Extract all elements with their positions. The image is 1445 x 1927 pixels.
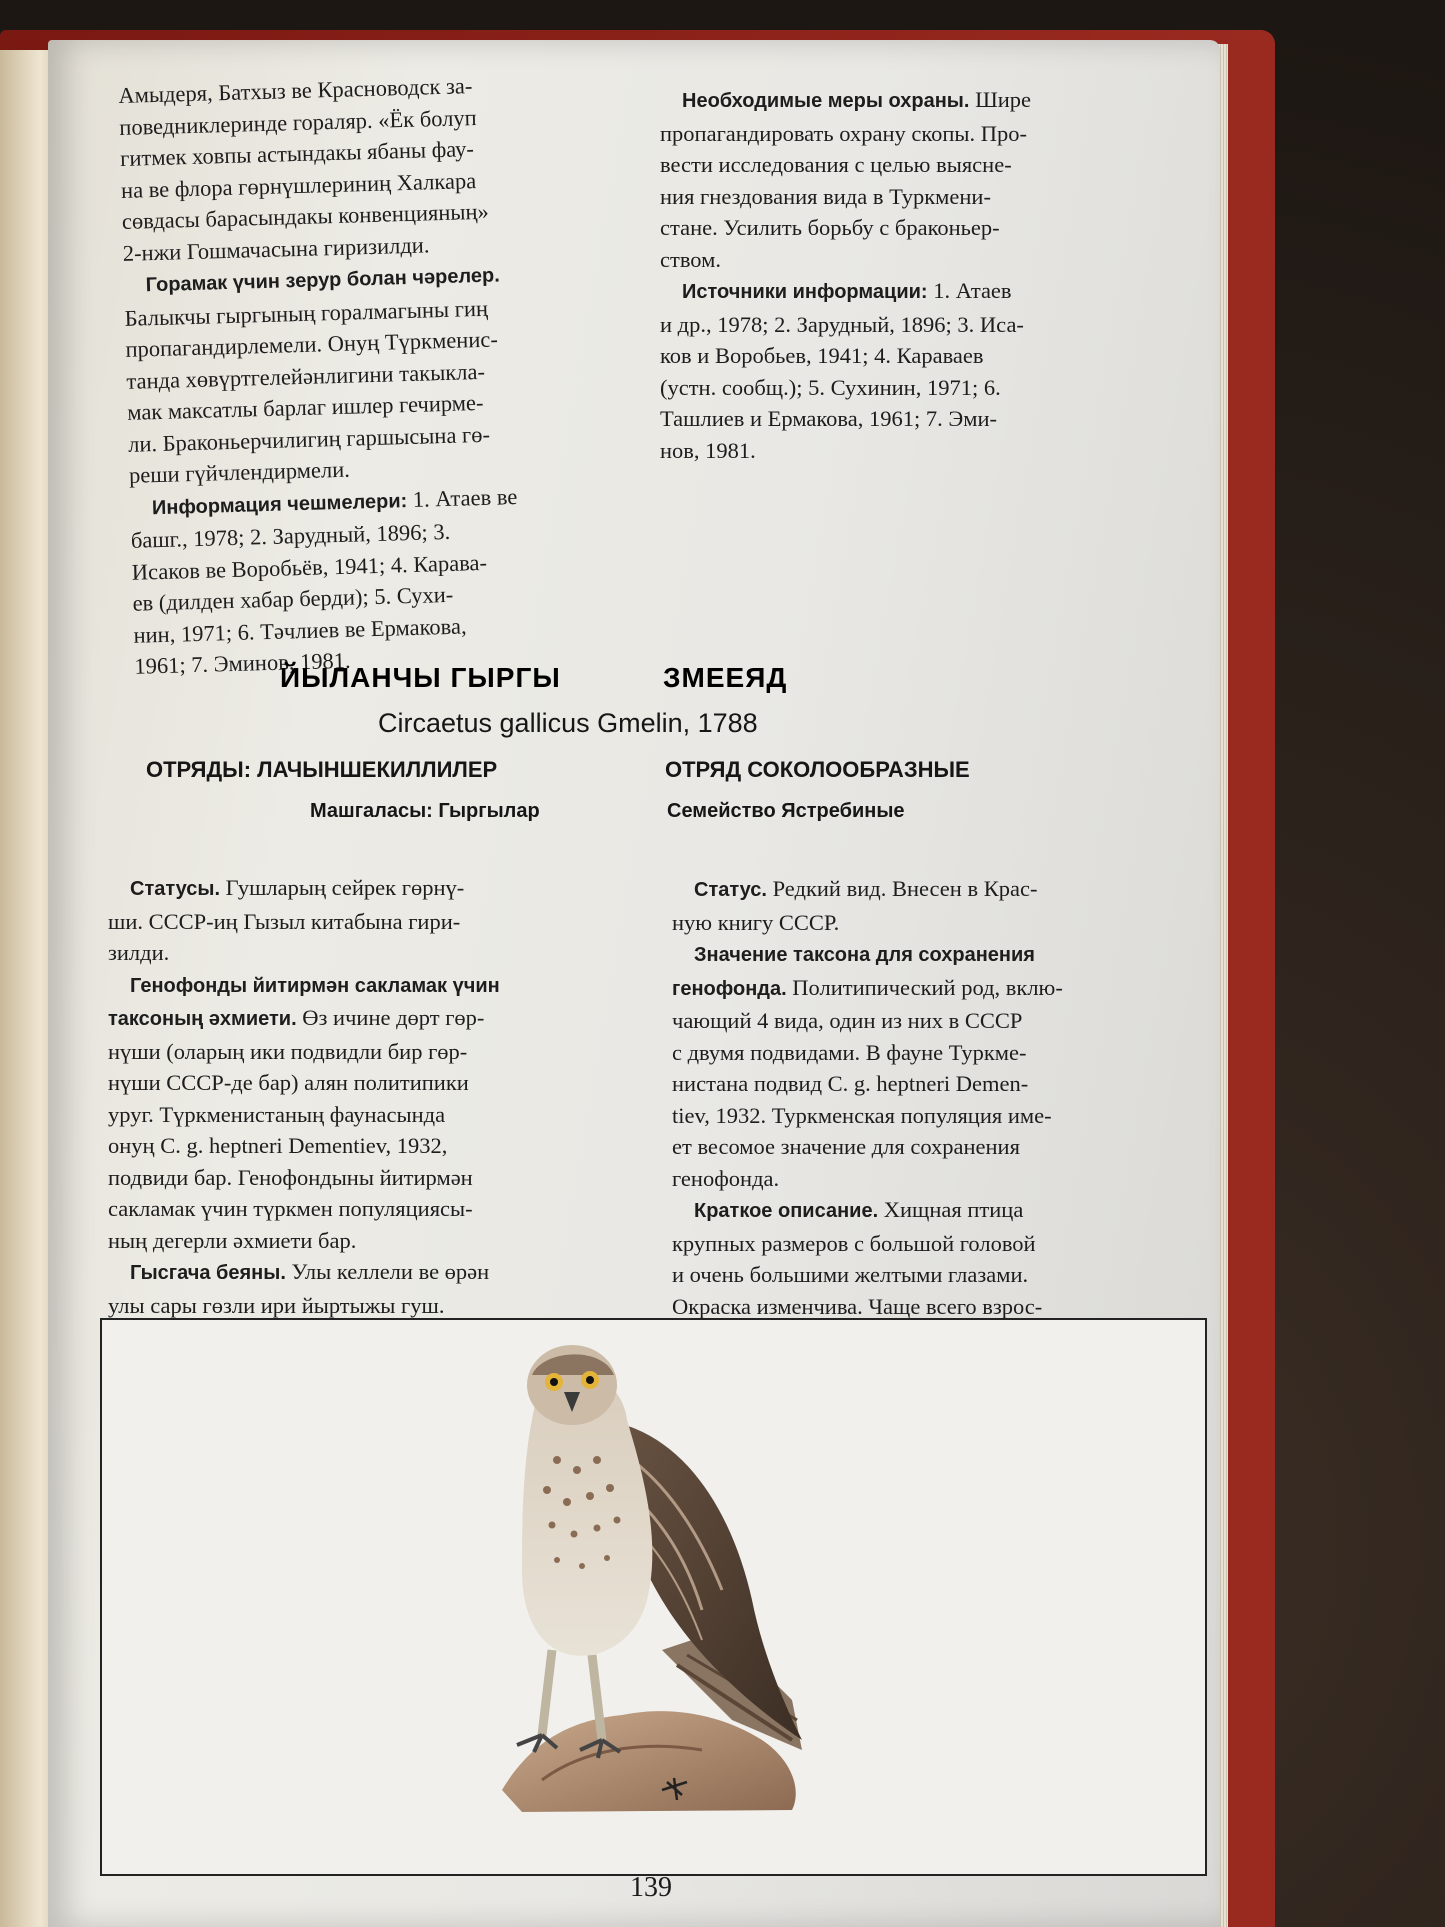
text-line: ством. bbox=[660, 246, 721, 272]
text-line: ши. СССР-иң Гызыл китабына гири- bbox=[108, 908, 461, 934]
text-line: ния гнездования вида в Туркмени- bbox=[660, 183, 991, 209]
text-line: Хищная птица bbox=[883, 1197, 1024, 1222]
text-line: нистана подвид C. g. heptneri Demen- bbox=[672, 1071, 1029, 1096]
text-line: нов, 1981. bbox=[660, 437, 756, 463]
text-line: Өз ичине дөрт гөр- bbox=[302, 1005, 485, 1030]
genefund-heading-cont: генофонда. bbox=[672, 977, 787, 1000]
text-line: Балыкчы гыргының горалмагыны гиң bbox=[124, 295, 489, 331]
text-line: пропагандирлемели. Онуң Түркменис- bbox=[125, 326, 499, 362]
text-line: Редкий вид. Внесен в Крас- bbox=[772, 876, 1038, 901]
text-line: tiev, 1932. Туркменская популяция име- bbox=[672, 1102, 1052, 1128]
text-line: подвиди бар. Генофондыны йитирмән bbox=[108, 1164, 473, 1190]
text-line: ков и Воробьев, 1941; 4. Караваев bbox=[660, 343, 984, 368]
text-line: и др., 1978; 2. Зарудный, 1896; 3. Иса- bbox=[660, 311, 1024, 337]
bird-illustration bbox=[102, 1320, 1205, 1874]
right-top-column bbox=[660, 84, 1142, 466]
text-line: ет весомое значение для сохранения bbox=[672, 1134, 1020, 1159]
intro-lines bbox=[118, 66, 615, 269]
text-line: ев (дилден хабар берди); 5. Сухи- bbox=[132, 581, 454, 616]
text-line: гитмек ховпы астындакы ябаны фау- bbox=[119, 136, 475, 171]
text-line: генофонда. bbox=[672, 1165, 780, 1191]
text-line: с двумя подвидами. В фауне Туркме- bbox=[672, 1039, 1027, 1065]
family-russian: Семейство Ястребиные bbox=[667, 800, 905, 822]
text-line: 1. Атаев ве bbox=[412, 483, 518, 512]
text-line: 2-нжи Гошмачасына гиризилди. bbox=[122, 231, 430, 266]
text-line: ли. Браконьерчилигиң гаршысына гө- bbox=[127, 421, 491, 457]
latin-name: Circaetus gallicus Gmelin, 1788 bbox=[378, 708, 758, 738]
left-bottom-column bbox=[108, 872, 628, 1321]
left-top-column bbox=[118, 66, 627, 682]
text-line: Политипический род, вклю- bbox=[792, 974, 1063, 1000]
text-line: нүши СССР-де бар) алян политипики bbox=[108, 1070, 469, 1095]
text-line: стане. Усилить борьбу с браконьер- bbox=[660, 215, 1000, 240]
text-line: вести исследования с целью выясне- bbox=[660, 152, 1012, 177]
genefund-heading-cont: таксоның әхмиети. bbox=[108, 1008, 297, 1030]
text-line: нүши (оларың ики подвидли бир гөр- bbox=[108, 1038, 468, 1064]
text-line: на ве флора гөрнүшлериниң Халкара bbox=[120, 167, 477, 203]
genefund-heading: Значение таксона для сохранения bbox=[694, 944, 1035, 966]
status-heading: Статус. bbox=[694, 879, 767, 901]
text-line: поведниклеринде гораляр. «Ёк болуп bbox=[118, 104, 477, 140]
text-line: нин, 1971; 6. Тәчлиев ве Ермакова, bbox=[133, 612, 467, 648]
text-line: Улы келлели ве өрән bbox=[291, 1259, 490, 1284]
sources-heading: Информация чешмелери: bbox=[151, 489, 408, 519]
text-line: онуң C. g. heptneri Dementiev, 1932, bbox=[108, 1133, 448, 1158]
text-line: Ташлиев и Ермакова, 1961; 7. Эми- bbox=[660, 406, 997, 431]
text-line: Шире bbox=[975, 87, 1032, 112]
text-line: танда хөвүртгелейәнлигини такыкла- bbox=[126, 358, 486, 394]
order-turkmen: ОТРЯДЫ: ЛАЧЫНШЕКИЛЛИЛЕР bbox=[146, 757, 498, 782]
page-number: 139 bbox=[630, 1872, 672, 1903]
sources-heading: Источники информации: bbox=[682, 281, 928, 303]
text-line: и очень большими желтыми глазами. bbox=[672, 1262, 1029, 1287]
title-turkmen: ЙЫЛАНЧЫ ГЫРГЫ bbox=[280, 662, 561, 693]
text-line: крупных размеров с большой головой bbox=[672, 1230, 1036, 1256]
text-line: уруг. Түркменистаның фаунасында bbox=[108, 1101, 446, 1127]
illustration-frame bbox=[100, 1318, 1207, 1876]
title-russian: ЗМЕЕЯД bbox=[663, 662, 788, 693]
text-line: ның дегерли әхмиети бар. bbox=[108, 1227, 357, 1253]
text-line: Окраска изменчива. Чаще всего взрос- bbox=[672, 1293, 1043, 1319]
description-heading: Гысгача беяны. bbox=[130, 1262, 286, 1284]
text-line: ную книгу СССР. bbox=[672, 909, 840, 935]
genefund-heading: Генофонды йитирмән сакламак үчин bbox=[130, 974, 500, 997]
text-line: пропагандировать охрану скопы. Про- bbox=[660, 120, 1028, 146]
status-heading: Статусы. bbox=[130, 878, 221, 900]
text-line: Гушларың сейрек гөрнү- bbox=[225, 875, 465, 900]
text-line: зилди. bbox=[108, 940, 170, 965]
text-line: чающий 4 вида, один из них в СССР bbox=[672, 1008, 1023, 1033]
text-line: сакламак үчин түркмен популяциясы- bbox=[108, 1196, 473, 1221]
text-line: реши гүйчлендирмели. bbox=[128, 456, 351, 488]
protection-heading: Горамак үчин зерур болан чәрелер. bbox=[145, 264, 501, 297]
text-line: сөвдасы барасындакы конвенцияның» bbox=[121, 198, 490, 234]
text-line: Амыдеря, Батхыз ве Красноводск за- bbox=[118, 73, 473, 108]
right-bottom-column bbox=[672, 873, 1197, 1322]
family-turkmen: Машгаласы: Гыргылар bbox=[310, 800, 540, 822]
text-line: улы сары гөзли ири йыртыжы гуш. bbox=[108, 1292, 445, 1318]
protection-heading: Необходимые меры охраны. bbox=[682, 90, 970, 112]
description-heading: Краткое описание. bbox=[694, 1200, 879, 1222]
text-line: (устн. сообщ.); 5. Сухинин, 1971; 6. bbox=[660, 374, 1001, 400]
text-line: мак максатлы барлаг ишлер гечирме- bbox=[126, 389, 484, 425]
text-line: 1961; 7. Эминов, 1981. bbox=[134, 647, 351, 679]
text-line: башг., 1978; 2. Зарудный, 1896; 3. bbox=[130, 518, 451, 553]
text-line: 1. Атаев bbox=[933, 278, 1012, 303]
order-russian: ОТРЯД СОКОЛООБРАЗНЫЕ bbox=[665, 757, 970, 782]
text-line: Исаков ве Воробьёв, 1941; 4. Карава- bbox=[131, 549, 488, 585]
